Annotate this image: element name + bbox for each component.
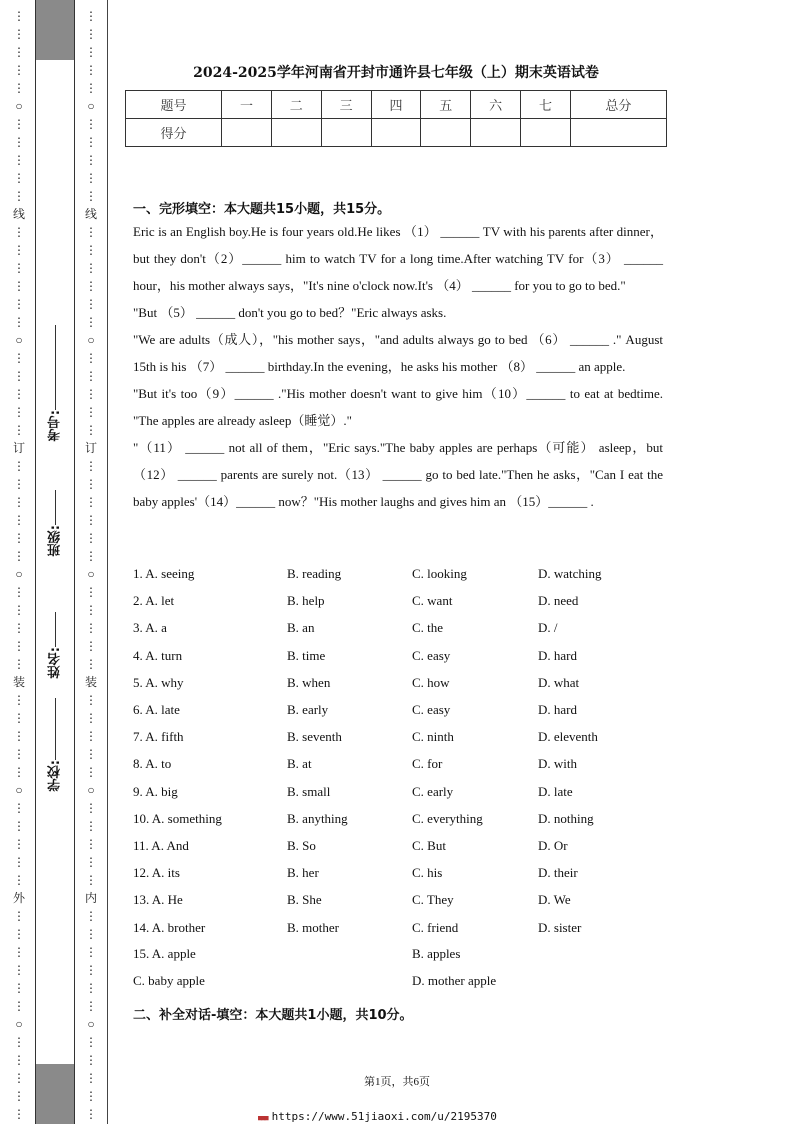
dot-icon: ⋮ — [85, 873, 97, 887]
option-c[interactable]: C. baby apple — [133, 973, 205, 988]
cloze-passage — [133, 218, 663, 515]
dot-icon: ⋮ — [13, 639, 25, 653]
dot-icon: ⋮ — [85, 261, 97, 275]
option-d[interactable]: D. / — [538, 620, 558, 636]
option-a[interactable]: 5. A. why — [133, 674, 184, 690]
option-c[interactable]: C. for — [412, 756, 443, 772]
dot-icon: ⋮ — [13, 153, 25, 167]
option-b[interactable]: B. when — [287, 674, 331, 690]
dot-icon: ⋮ — [85, 459, 97, 473]
option-d[interactable]: D. watching — [538, 566, 602, 581]
option-a[interactable]: 7. A. fifth — [133, 729, 184, 745]
dot-icon: ⋮ — [85, 225, 97, 239]
dot-icon: ⋮ — [13, 315, 25, 329]
option-b[interactable]: B. time — [287, 647, 326, 663]
dot-icon: ⋮ — [85, 1035, 97, 1049]
option-a[interactable]: 14. A. brother — [133, 919, 206, 935]
dot-icon: ⋮ — [13, 927, 25, 941]
name-label: 姓名: — [47, 647, 63, 679]
option-b[interactable]: B. anything — [287, 810, 348, 826]
dot-icon: ⋮ — [13, 495, 25, 509]
dot-icon: ⋮ — [13, 981, 25, 995]
dot-icon: ⋮ — [13, 621, 25, 635]
score-header-cell: 四 — [371, 91, 421, 119]
dot-icon: ⋮ — [13, 819, 25, 833]
option-d[interactable]: D. We — [538, 892, 571, 908]
dot-icon: ⋮ — [85, 405, 97, 419]
margin-mark: 线 — [12, 207, 25, 221]
school-field[interactable] — [44, 698, 66, 791]
dot-icon: ⋮ — [85, 711, 97, 725]
score-cell[interactable] — [222, 119, 272, 147]
cut-circle-icon: ○ — [15, 99, 23, 113]
dot-icon: ⋮ — [13, 855, 25, 869]
dot-icon: ⋮ — [13, 837, 25, 851]
option-c[interactable]: C. want — [412, 593, 453, 609]
option-a[interactable]: 11. A. And — [133, 838, 189, 853]
margin-mark: 订 — [84, 441, 97, 455]
dot-icon: ⋮ — [13, 1089, 25, 1103]
dot-icon: ⋮ — [85, 981, 97, 995]
option-c[interactable]: C. ninth — [412, 729, 454, 745]
url-text: https://www.51jiaoxi.com/u/2195370 — [271, 1110, 497, 1123]
dot-icon: ⋮ — [85, 909, 97, 923]
passage-paragraph: Eric is an English boy.He is four years old.He likes （1） ______ TV with his parents after dinner，but they don't（2）______ him to watch TV for a long time.After watching TV for（3） ______ hour，his mother always says，"It's nine o'clock now.It's （4） ______ for you to go to bed." — [133, 224, 663, 293]
margin-mark: 线 — [84, 207, 97, 221]
student-info-band — [35, 0, 75, 1124]
dot-icon: ⋮ — [85, 657, 97, 671]
dot-icon: ⋮ — [13, 135, 25, 149]
margin-divider — [107, 0, 108, 1124]
exam-number-label: 考号: — [47, 410, 63, 442]
option-row-15a — [133, 946, 673, 973]
option-row-15b — [133, 973, 673, 1000]
option-a[interactable]: 15. A. apple — [133, 946, 196, 961]
option-b[interactable]: B. an — [287, 620, 315, 636]
dot-icon: ⋮ — [13, 423, 25, 437]
watermark-url[interactable] — [258, 1110, 497, 1123]
dot-icon: ⋮ — [13, 477, 25, 491]
dot-icon: ⋮ — [85, 801, 97, 815]
option-row — [133, 702, 673, 729]
dot-icon: ⋮ — [85, 999, 97, 1013]
dot-icon: ⋮ — [13, 225, 25, 239]
score-cell[interactable] — [371, 119, 421, 147]
dot-icon: ⋮ — [85, 639, 97, 653]
dot-icon: ⋮ — [13, 27, 25, 41]
option-row — [133, 920, 673, 947]
band-top-cap — [36, 0, 74, 60]
score-cell[interactable] — [421, 119, 471, 147]
dot-icon: ⋮ — [13, 531, 25, 545]
passage-paragraph: "But it's too（9）______ ."His mother doesn't want to give him（10）______ to eat at bedtime. "The apples are already asleep（睡觉）." — [133, 386, 663, 428]
option-row — [133, 756, 673, 783]
school-line — [55, 698, 56, 760]
dot-icon: ⋮ — [85, 495, 97, 509]
dot-icon: ⋮ — [85, 369, 97, 383]
dot-icon: ⋮ — [13, 117, 25, 131]
dot-icon: ⋮ — [85, 927, 97, 941]
option-b[interactable]: B. early — [287, 702, 329, 717]
dot-icon: ⋮ — [13, 45, 25, 59]
option-d[interactable]: D. Or — [538, 838, 568, 853]
option-b[interactable]: B. reading — [287, 566, 342, 581]
dot-icon: ⋮ — [13, 405, 25, 419]
option-d[interactable]: D. mother apple — [412, 973, 497, 988]
dot-icon: ⋮ — [13, 963, 25, 977]
cut-circle-icon: ○ — [15, 333, 23, 347]
option-b[interactable]: B. So — [287, 838, 316, 853]
cut-circle-icon: ○ — [87, 567, 95, 581]
dot-icon: ⋮ — [13, 711, 25, 725]
cut-circle-icon: ○ — [87, 783, 95, 797]
dot-icon: ⋮ — [13, 873, 25, 887]
name-field[interactable] — [44, 612, 66, 678]
dot-icon: ⋮ — [13, 513, 25, 527]
score-cell[interactable] — [521, 119, 571, 147]
option-c[interactable]: C. the — [412, 620, 444, 636]
dot-icon: ⋮ — [85, 1071, 97, 1085]
dot-icon: ⋮ — [13, 351, 25, 365]
option-row — [133, 648, 673, 675]
dot-icon: ⋮ — [13, 9, 25, 23]
name-line — [55, 612, 56, 647]
dot-icon: ⋮ — [13, 279, 25, 293]
dot-icon: ⋮ — [85, 549, 97, 563]
score-header-cell: 一 — [222, 91, 272, 119]
score-table — [125, 90, 667, 147]
dot-icon: ⋮ — [13, 693, 25, 707]
school-label: 学校: — [47, 760, 63, 792]
cut-circle-icon: ○ — [87, 333, 95, 347]
dot-icon: ⋮ — [85, 963, 97, 977]
option-row — [133, 620, 673, 647]
option-d[interactable]: D. late — [538, 783, 573, 799]
dot-icon: ⋮ — [85, 1053, 97, 1067]
passage-paragraph: "But （5） ______ don't you go to bed？"Eric always asks. — [133, 305, 447, 320]
dot-icon: ⋮ — [13, 1035, 25, 1049]
option-b[interactable]: B. her — [287, 865, 319, 881]
dot-icon: ⋮ — [85, 45, 97, 59]
option-c[interactable]: C. friend — [412, 919, 459, 935]
dot-icon: ⋮ — [13, 1053, 25, 1067]
score-header-cell: 七 — [521, 91, 571, 119]
option-c[interactable]: C. looking — [412, 566, 467, 581]
option-row — [133, 566, 673, 593]
dot-icon: ⋮ — [85, 1089, 97, 1103]
page-footer: 第1页，共6页 — [364, 1076, 430, 1088]
score-header-cell: 五 — [421, 91, 471, 119]
cut-circle-icon: ○ — [15, 1017, 23, 1031]
margin-mark: 装 — [84, 675, 97, 689]
option-b[interactable]: B. seventh — [287, 729, 342, 745]
margin-mark: 订 — [12, 441, 25, 455]
option-d[interactable]: D. hard — [538, 647, 577, 663]
dot-icon: ⋮ — [85, 423, 97, 437]
dot-icon: ⋮ — [13, 603, 25, 617]
margin-mark: 内 — [84, 891, 97, 905]
dot-icon: ⋮ — [85, 171, 97, 185]
dot-icon: ⋮ — [85, 243, 97, 257]
dot-icon: ⋮ — [85, 27, 97, 41]
site-logo-icon: ■■■ — [258, 1114, 268, 1122]
option-c[interactable]: C. everything — [412, 810, 483, 826]
dot-icon: ⋮ — [13, 999, 25, 1013]
class-field[interactable] — [44, 490, 66, 556]
score-cell[interactable] — [271, 119, 321, 147]
passage-paragraph: "We are adults（成人），"his mother says，"and adults always go to bed （6） ______ ." August 15th is his （7） ______ birthday.In the evening，he asks his mother （8） ______ an apple. — [133, 332, 663, 374]
option-row — [133, 675, 673, 702]
dot-icon: ⋮ — [85, 477, 97, 491]
dot-icon: ⋮ — [85, 9, 97, 23]
score-cell[interactable] — [321, 119, 371, 147]
option-c[interactable]: C. his — [412, 865, 443, 881]
option-a[interactable]: 6. A. late — [133, 702, 180, 717]
dot-icon: ⋮ — [13, 81, 25, 95]
dot-icon: ⋮ — [13, 369, 25, 383]
option-d[interactable]: D. their — [538, 865, 578, 881]
cut-circle-icon: ○ — [87, 99, 95, 113]
dot-icon: ⋮ — [85, 1107, 97, 1121]
score-cell[interactable] — [570, 119, 666, 147]
section2-heading: 二、补全对话-填空：本大题共1小题，共10分。 — [133, 1008, 413, 1023]
dot-icon: ⋮ — [85, 765, 97, 779]
dot-icon: ⋮ — [13, 261, 25, 275]
score-header-cell: 总分 — [570, 91, 666, 119]
option-b[interactable]: B. help — [287, 593, 325, 609]
option-d[interactable]: D. eleventh — [538, 729, 598, 745]
dot-icon: ⋮ — [85, 81, 97, 95]
option-a[interactable]: 2. A. let — [133, 593, 175, 609]
dot-icon: ⋮ — [85, 729, 97, 743]
score-table-score-row — [126, 119, 667, 147]
inner-cut-line — [84, 0, 98, 1124]
option-a[interactable]: 1. A. seeing — [133, 566, 195, 581]
exam-number-line — [55, 325, 56, 410]
option-row — [133, 784, 673, 811]
option-c[interactable]: C. how — [412, 674, 450, 690]
dot-icon: ⋮ — [13, 189, 25, 203]
score-row-label: 得分 — [126, 119, 222, 147]
option-row — [133, 593, 673, 620]
option-row — [133, 729, 673, 756]
option-a[interactable]: 9. A. big — [133, 783, 178, 799]
option-a[interactable]: 4. A. turn — [133, 647, 183, 663]
dot-icon: ⋮ — [85, 513, 97, 527]
dot-icon: ⋮ — [85, 945, 97, 959]
score-header-cell: 三 — [321, 91, 371, 119]
option-d[interactable]: D. sister — [538, 919, 582, 935]
option-c[interactable]: C. easy — [412, 702, 451, 717]
option-d[interactable]: D. nothing — [538, 810, 594, 826]
dot-icon: ⋮ — [13, 945, 25, 959]
dot-icon: ⋮ — [13, 459, 25, 473]
dot-icon: ⋮ — [85, 603, 97, 617]
dot-icon: ⋮ — [13, 747, 25, 761]
option-b[interactable]: B. at — [287, 756, 312, 772]
dot-icon: ⋮ — [13, 387, 25, 401]
margin-mark: 装 — [12, 675, 25, 689]
dot-icon: ⋮ — [13, 171, 25, 185]
dot-icon: ⋮ — [13, 585, 25, 599]
dot-icon: ⋮ — [13, 729, 25, 743]
dot-icon: ⋮ — [85, 747, 97, 761]
option-b[interactable]: B. apples — [412, 946, 461, 961]
dot-icon: ⋮ — [85, 819, 97, 833]
margin-mark: 外 — [12, 891, 25, 905]
section1-heading: 一、完形填空：本大题共15小题，共15分。 — [133, 202, 391, 217]
dot-icon: ⋮ — [13, 657, 25, 671]
dot-icon: ⋮ — [85, 585, 97, 599]
outer-cut-line — [12, 0, 26, 1124]
option-a[interactable]: 12. A. its — [133, 865, 180, 881]
dot-icon: ⋮ — [13, 1107, 25, 1121]
class-label: 班级: — [47, 525, 63, 557]
dot-icon: ⋮ — [85, 837, 97, 851]
dot-icon: ⋮ — [13, 765, 25, 779]
dot-icon: ⋮ — [85, 693, 97, 707]
dot-icon: ⋮ — [85, 621, 97, 635]
class-line — [55, 490, 56, 525]
option-row — [133, 811, 673, 838]
dot-icon: ⋮ — [13, 549, 25, 563]
score-header-cell: 二 — [271, 91, 321, 119]
score-cell[interactable] — [471, 119, 521, 147]
option-c[interactable]: C. early — [412, 783, 454, 799]
option-d[interactable]: D. hard — [538, 702, 577, 717]
score-header-cell: 六 — [471, 91, 521, 119]
option-a[interactable]: 13. A. He — [133, 892, 183, 908]
option-c[interactable]: C. They — [412, 892, 454, 908]
dot-icon: ⋮ — [13, 801, 25, 815]
dot-icon: ⋮ — [85, 189, 97, 203]
dot-icon: ⋮ — [13, 297, 25, 311]
option-d[interactable]: D. need — [538, 593, 579, 609]
dot-icon: ⋮ — [85, 117, 97, 131]
dot-icon: ⋮ — [13, 243, 25, 257]
option-row — [133, 838, 673, 865]
exam-number-field[interactable] — [44, 325, 66, 441]
option-d[interactable]: D. with — [538, 756, 577, 772]
cut-circle-icon: ○ — [87, 1017, 95, 1031]
dot-icon: ⋮ — [85, 387, 97, 401]
option-a[interactable]: 8. A. to — [133, 756, 172, 772]
passage-paragraph: "（11） ______ not all of them，"Eric says."The baby apples are perhaps（可能） asleep，but （12） ______ parents are surely not.（13） ______ go to bed late."Then he asks，"Can I eat the baby apples'（14）______ now？"His mother laughs and gives him an （15）______ . — [133, 440, 663, 509]
dot-icon: ⋮ — [85, 297, 97, 311]
dot-icon: ⋮ — [85, 315, 97, 329]
dot-icon: ⋮ — [85, 153, 97, 167]
option-row — [133, 865, 673, 892]
option-b[interactable]: B. mother — [287, 919, 339, 935]
dot-icon: ⋮ — [13, 63, 25, 77]
option-d[interactable]: D. what — [538, 674, 580, 690]
dot-icon: ⋮ — [85, 531, 97, 545]
page-title: 2024-2025学年河南省开封市通许县七年级（上）期末英语试卷 — [193, 65, 599, 81]
cut-circle-icon: ○ — [15, 783, 23, 797]
option-b[interactable]: B. small — [287, 783, 331, 799]
score-table-header-row — [126, 91, 667, 119]
dot-icon: ⋮ — [13, 1071, 25, 1085]
dot-icon: ⋮ — [13, 909, 25, 923]
option-a[interactable]: 10. A. something — [133, 810, 222, 826]
dot-icon: ⋮ — [85, 855, 97, 869]
option-c[interactable]: C. But — [412, 838, 446, 853]
score-header-cell: 题号 — [126, 91, 222, 119]
dot-icon: ⋮ — [85, 351, 97, 365]
dot-icon: ⋮ — [85, 279, 97, 293]
dot-icon: ⋮ — [85, 135, 97, 149]
option-a[interactable]: 3. A. a — [133, 620, 167, 636]
option-row — [133, 892, 673, 919]
option-c[interactable]: C. easy — [412, 647, 451, 663]
cut-circle-icon: ○ — [15, 567, 23, 581]
dot-icon: ⋮ — [85, 63, 97, 77]
option-b[interactable]: B. She — [287, 892, 322, 908]
